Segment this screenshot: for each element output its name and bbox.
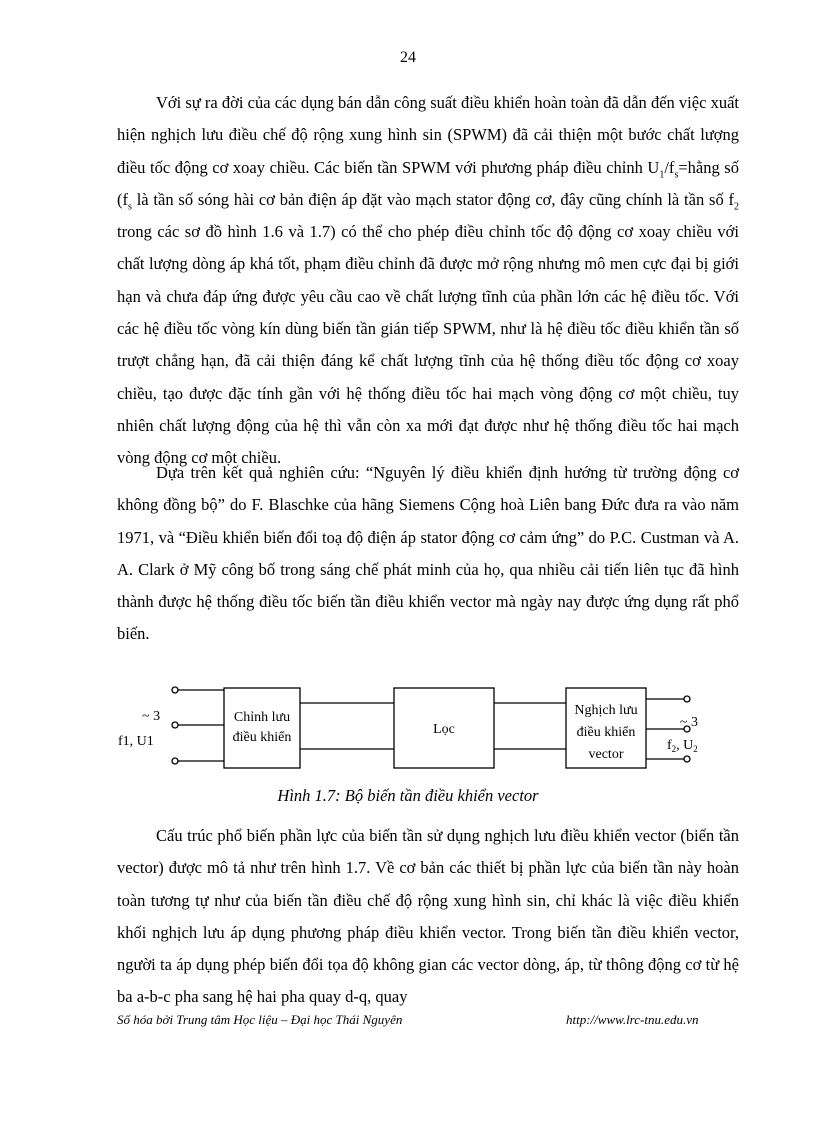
- input-terminals: [172, 687, 178, 764]
- inverter-block-diagram: [118, 686, 700, 776]
- input-phase-label: ~ 3: [142, 709, 161, 724]
- p1-sub-s2: s: [128, 201, 132, 213]
- inverter-label-3: vector: [588, 747, 624, 762]
- rectifier-label-2: điều khiển: [232, 730, 292, 745]
- figure-caption: Hình 1.7: Bộ biến tần điều khiển vector: [277, 786, 539, 805]
- inverter-label-2: điều khiển: [576, 725, 636, 740]
- input-freq-label: f1, U1: [118, 734, 154, 749]
- footer-source: Số hóa bởi Trung tâm Học liệu – Đại học Thái Nguyên: [117, 1012, 403, 1027]
- output-phase-label: ~ 3: [679, 715, 698, 730]
- rectifier-label-1: Chỉnh lưu: [233, 710, 291, 725]
- p1-sub-1: 1: [659, 168, 665, 180]
- p1-text-a: Với sự ra đời của các dụng bán dẫn công suất điều khiển hoàn toàn đã dẫn đến việc xuất hiện nghịch lưu điều chế độ rộng xung hình sin (SPWM) đã cải thiện một bước chất lượng điều tốc động cơ xoay chiều. Các biến tần SPWM với phương pháp điều chỉnh U: [117, 93, 739, 177]
- paragraph-1: [117, 87, 739, 475]
- paragraph-3: Cấu trúc phổ biến phần lực của biến tần sử dụng nghịch lưu điều khiển vector (biến tần vector) được mô tả như trên hình 1.7. Về cơ bản các thiết bị phần lực của biến tần này hoàn toàn tương tự như của biến tần điều chế độ rộng xung hình sin, chỉ khác là việc điều khiển khối nghịch lưu áp dụng phương pháp điều khiển vector. Trong biến tần điều khiển vector, người ta áp dụng phép biến đổi tọa độ không gian các vector dòng, áp, từ thông động cơ từ hệ ba a-b-c pha sang hệ hai pha quay d-q, quay: [117, 826, 739, 1007]
- paragraph-2: Dựa trên kết quả nghiên cứu: “Nguyên lý điều khiển định hướng từ trường động cơ không đồng bộ” do F. Blaschke của hãng Siemens Cộng hoà Liên bang Đức đưa ra vào năm 1971, và “Điều khiển biến đổi toạ độ điện áp stator động cơ cảm ứng” do P.C. Custman và A. A. Clark ở Mỹ công bố trong sáng chế phát minh của họ, qua nhiều cải tiến liên tục đã hình thành được hệ thống điều tốc biến tần điều khiển vector mà ngày nay được ứng dụng rất phổ biến.: [117, 463, 739, 644]
- page-number: 24: [400, 49, 416, 66]
- filter-label: Lọc: [433, 722, 455, 737]
- p1-text-d: là tần số sóng hài cơ bản điện áp đặt vào mạch stator động cơ, đây cũng chính là tần số f: [131, 189, 734, 209]
- p1-sub-2: 2: [734, 201, 739, 213]
- p1-text-c: =hằng số (f: [117, 157, 739, 209]
- rectifier-block: [224, 688, 300, 768]
- p1-sub-s: s: [674, 168, 679, 180]
- footer-url: http://www.lrc-tnu.edu.vn: [566, 1012, 699, 1027]
- output-freq-label: $f_2$, $U_2$: [667, 738, 698, 754]
- p1-text-b: /f: [664, 157, 675, 177]
- p1-text-e: trong các sơ đồ hình 1.6 và 1.7) có thể cho phép điều chỉnh tốc độ động cơ xoay chiều với chất lượng dòng áp khá tốt, phạm điều chỉnh đã được mở rộng nhưng mô men cực đại bị giới hạn và chưa đáp ứng được yêu cầu cao về chất lượng tĩnh của phần lớn các hệ điều tốc. Với các hệ điều tốc vòng kín dùng biến tần gián tiếp SPWM, như là hệ điều tốc điều khiển tần số trượt chẳng hạn, đã cải thiện đáng kể chất lượng tĩnh của hệ thống điều tốc động cơ xoay chiều, tạo được đặc tính gần với hệ thống điều tốc hai mạch vòng động cơ một chiều, tuy nhiên chất lượng động của hệ thì vẫn còn xa mới đạt được như hệ thống điều tốc hai mạch vòng động cơ một chiều.: [117, 222, 739, 468]
- inverter-label-1: Nghịch lưu: [574, 703, 638, 718]
